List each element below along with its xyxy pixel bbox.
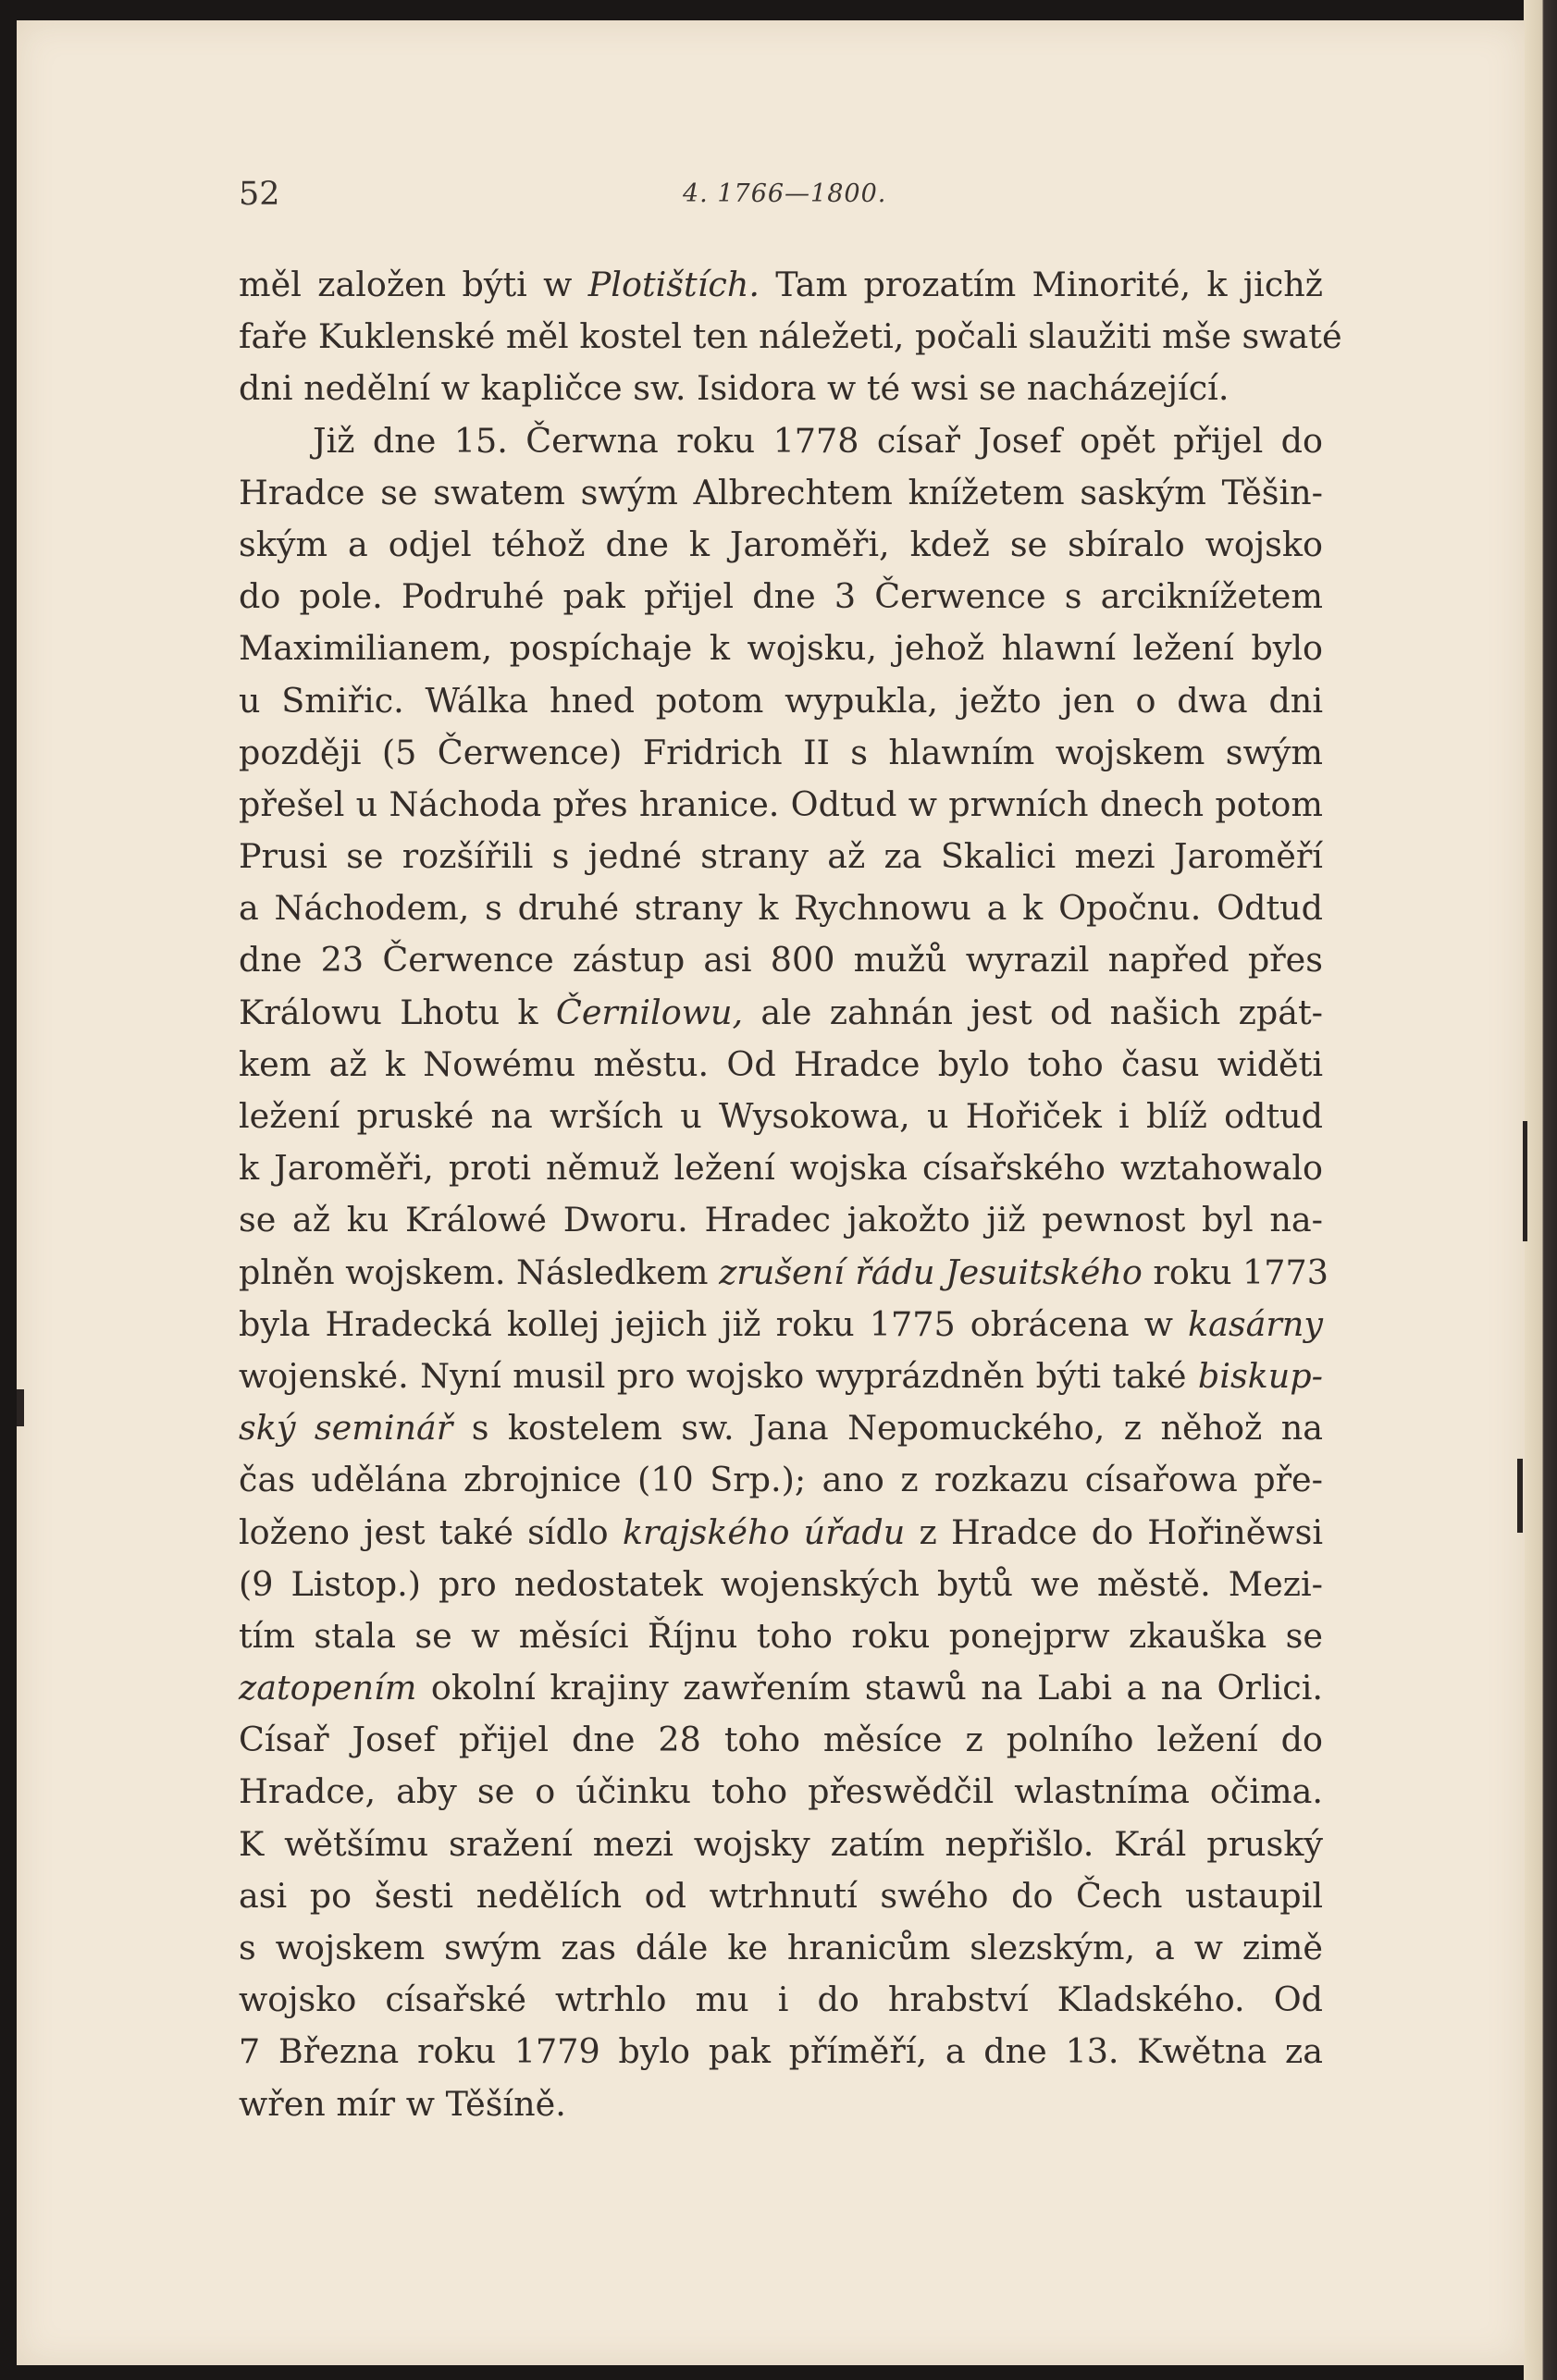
text-line: [239, 1870, 1323, 1922]
text-line: [239, 882, 1323, 934]
text-line: [239, 623, 1323, 674]
text-run: se až ku Králowé Dworu. Hradec jakožto již pewnost byl na-: [239, 1200, 1323, 1240]
text-run: 7 Března roku 1779 bylo pak příměří, a dne 13. Kwětna za: [239, 2031, 1323, 2072]
text-run: ale zahnán jest od našich zpát-: [743, 992, 1323, 1032]
text-run: roku 1773: [1142, 1252, 1328, 1292]
text-line: [239, 415, 1323, 467]
text-run: a Náchodem, s druhé strany k Rychnowu a k Opočnu. Odtud: [239, 888, 1323, 929]
text-line: [239, 311, 1342, 363]
text-run: kem až k Nowému městu. Od Hradce bylo toho času widěti: [239, 1043, 1323, 1084]
body-text: [239, 259, 1342, 2130]
text-line: [239, 1819, 1323, 1870]
text-line: [239, 2078, 1323, 2130]
text-run: Maximilianem, pospíchaje k wojsku, jehož hlawní ležení bylo: [239, 628, 1323, 669]
page-number: 52: [239, 176, 280, 213]
text-line: [239, 727, 1323, 779]
text-run: dni nedělní w kapličce sw. Isidora w té wsi se nacházející.: [239, 368, 1230, 409]
text-run: (9 Listop.) pro nedostatek wojenských bytů we městě. Mezi-: [239, 1563, 1323, 1604]
text-line: [239, 675, 1323, 727]
text-line: [239, 1559, 1323, 1610]
emphasized-text: ský seminář: [239, 1408, 453, 1449]
emphasized-text: Plotištích.: [587, 265, 760, 304]
text-run: u Smiřic. Wálka hned potom wypukla, ježto jen o dwa dni: [239, 680, 1323, 721]
text-run: loženo jest také sídlo: [239, 1511, 623, 1552]
text-line: [239, 571, 1323, 623]
text-line: [239, 779, 1323, 831]
text-run: Již dne 15. Čerwna roku 1778 císař Josef opět přijel do: [313, 420, 1323, 461]
text-run: Hradce, aby se o účinku toho přeswědčil wlastníma očima.: [239, 1771, 1323, 1812]
emphasized-text: zatopením: [239, 1668, 417, 1708]
text-line: [239, 1142, 1323, 1194]
text-run: s kostelem sw. Jana Nepomuckého, z něhož na: [452, 1408, 1323, 1449]
text-line: [239, 2026, 1323, 2078]
text-run: wojenské. Nyní musil pro wojsko wyprázdněn býti také: [239, 1355, 1198, 1396]
text-run: tím stala se w měsíci Říjnu toho roku ponejprw zkauška se: [239, 1615, 1323, 1656]
text-line: [239, 1299, 1323, 1350]
page-mark: [1517, 1459, 1523, 1533]
text-line: [239, 1610, 1323, 1662]
text-run: wřen mír w Těšíně.: [239, 2083, 566, 2124]
text-line: [239, 519, 1323, 571]
text-line: [239, 831, 1323, 882]
text-run: později (5 Čerwence) Fridrich II s hlawním wojskem swým: [239, 732, 1323, 772]
text-run: Tam prozatím Minorité, k jichž: [759, 265, 1324, 304]
text-run: wojsko císařské wtrhlo mu i do hrabství Kladského. Od: [239, 1979, 1323, 2020]
page-mark: [17, 1389, 24, 1426]
text-run: ským a odjel téhož dne k Jaroměři, kdež se sbíralo wojsko: [239, 524, 1323, 564]
text-run: K wětšímu sražení mezi wojsky zatím nepřišlo. Král pruský: [239, 1823, 1323, 1864]
book-edge: [1524, 0, 1557, 2380]
text-line: [239, 467, 1323, 519]
running-head: 4. 1766—1800.: [683, 179, 887, 208]
page-mark: [1523, 1121, 1527, 1241]
text-line: [239, 1922, 1323, 1974]
text-run: ležení pruské na wrších u Wysokowa, u Hořiček i blíž odtud: [239, 1096, 1323, 1136]
text-run: měl založen býti w: [239, 265, 588, 304]
page-header: [220, 176, 1312, 213]
text-line: [239, 1766, 1323, 1818]
emphasized-text: krajského úřadu: [622, 1511, 906, 1552]
text-run: do pole. Podruhé pak přijel dne 3 Čerwence s arciknížetem: [239, 576, 1323, 617]
text-line: [239, 1091, 1323, 1142]
text-line: [239, 1350, 1323, 1402]
text-run: asi po šesti nedělích od wtrhnutí swého do Čech ustaupil: [239, 1875, 1323, 1916]
emphasized-text: biskup-: [1197, 1355, 1323, 1396]
text-line: [239, 363, 1323, 414]
text-run: přešel u Náchoda přes hranice. Odtud w prwních dnech potom: [239, 783, 1323, 824]
text-run: k Jaroměři, proti němuž ležení wojska císařského wztahowalo: [239, 1148, 1323, 1189]
text-line: [239, 934, 1323, 986]
text-line: [239, 1507, 1323, 1559]
text-run: Králowu Lhotu k: [239, 992, 556, 1032]
text-line: [239, 1402, 1323, 1454]
text-line: [239, 1974, 1323, 2026]
text-run: plněn wojskem. Následkem: [239, 1252, 720, 1292]
text-run: s wojskem swým zas dále ke hranicům slezským, a w zimě: [239, 1928, 1323, 1967]
text-run: dne 23 Čerwence zástup asi 800 mužů wyrazil napřed přes: [239, 940, 1323, 980]
text-run: faře Kuklenské měl kostel ten náležeti, počali slaužiti mše swaté: [239, 316, 1342, 357]
text-run: byla Hradecká kollej jejich již roku 1775 obrácena w: [239, 1303, 1189, 1344]
text-line: [239, 259, 1323, 311]
text-line: [239, 1714, 1323, 1766]
text-run: okolní krajiny zawřením stawů na Labi a na Orlici.: [416, 1668, 1323, 1708]
text-line: [239, 1247, 1328, 1299]
text-line: [239, 1662, 1323, 1714]
text-line: [239, 1454, 1323, 1506]
text-run: z Hradce do Hořiněwsi: [905, 1511, 1323, 1552]
text-run: čas udělána zbrojnice (10 Srp.); ano z rozkazu císařowa pře-: [239, 1460, 1323, 1500]
emphasized-text: zrušení řádu Jesuitského: [719, 1252, 1143, 1292]
text-run: Hradce se swatem swým Albrechtem knížetem saským Těšin-: [239, 472, 1323, 512]
text-line: [239, 987, 1323, 1039]
emphasized-text: kasárny: [1188, 1303, 1323, 1344]
text-run: Císař Josef přijel dne 28 toho měsíce z polního ležení do: [239, 1720, 1323, 1760]
text-run: Prusi se rozšířili s jedné strany až za Skalici mezi Jaroměří: [239, 836, 1323, 877]
text-line: [239, 1194, 1323, 1246]
text-line: [239, 1039, 1323, 1091]
emphasized-text: Černilowu,: [555, 992, 744, 1032]
